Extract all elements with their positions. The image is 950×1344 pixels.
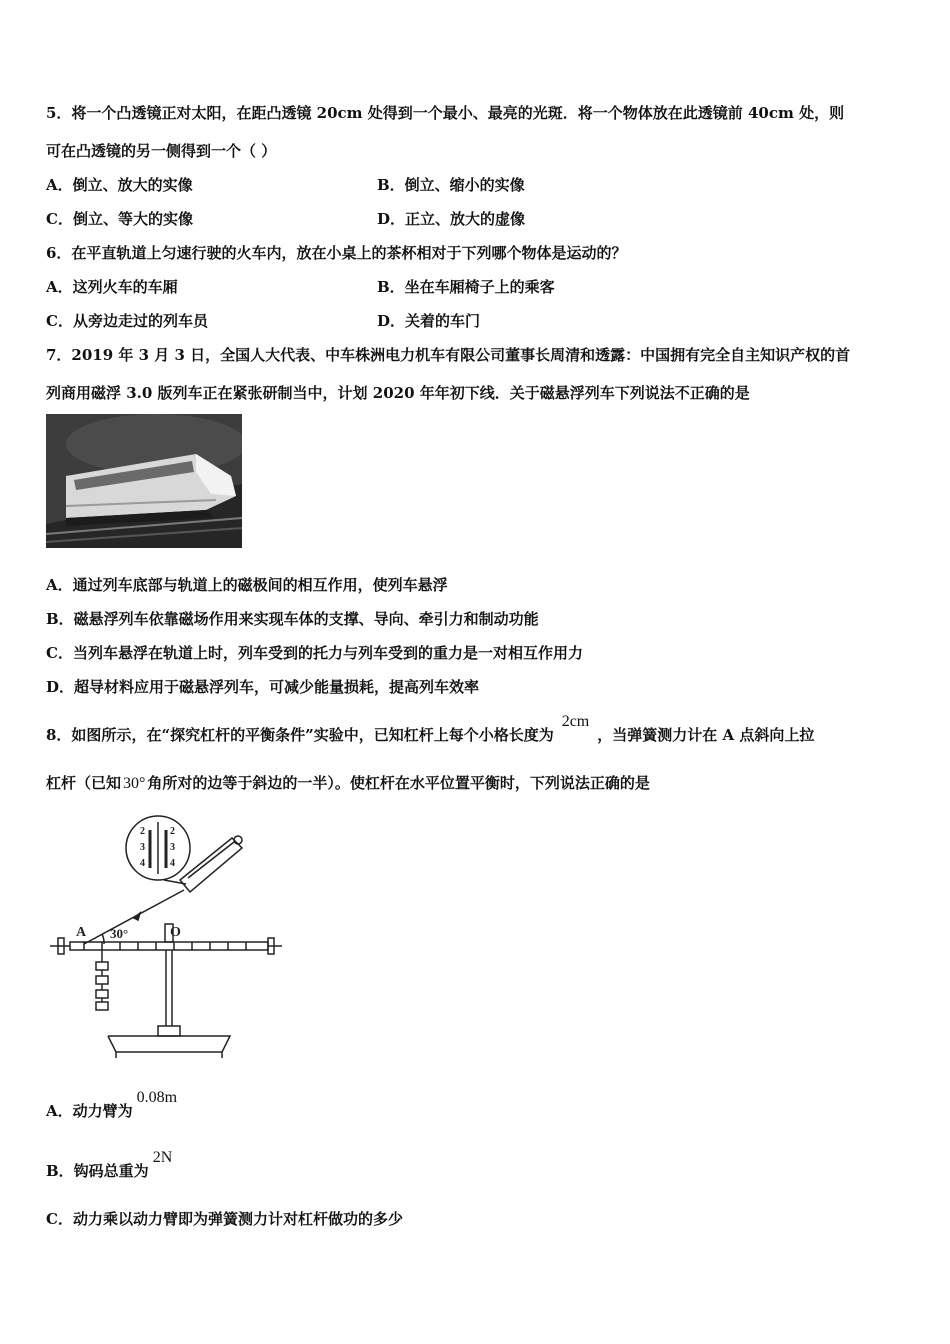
q8-stem-line1-text: 8．如图所示，在“探究杠杆的平衡条件”实验中，已知杠杆上每个小格长度为 xyxy=(46,726,554,744)
q8-option-b-text: B．钩码总重为 xyxy=(46,1162,149,1180)
q8-option-a xyxy=(46,1089,185,1121)
q8-option-c: C．动力乘以动力臂即为弹簧测力计对杠杆做功的多少 xyxy=(46,1210,403,1228)
q8-stem-line1-text2: ，当弹簧测力计在 A 点斜向上拉 xyxy=(597,726,815,744)
q8-stem-line2-text2: 角所对的边等于斜边的一半）。使杠杆在水平位置平衡时，下列说法正确的是 xyxy=(147,774,650,792)
q7-stem-line1: 7．2019 年 3 月 3 日，全国人大代表、中车株洲电力机车有限公司董事长周清和透露：中国拥有完全自主知识产权的首 xyxy=(46,346,851,364)
q8-stem-line2-text: 杠杆（已知 xyxy=(46,774,122,792)
scale-left-2: 2 xyxy=(140,826,145,837)
q5-option-d: D．正立、放大的虚像 xyxy=(377,210,526,228)
q5-option-a: A．倒立、放大的实像 xyxy=(46,176,193,194)
scale-left-3: 3 xyxy=(140,842,145,853)
q6-stem: 6．在平直轨道上匀速行驶的火车内，放在小桌上的茶杯相对于下列哪个物体是运动的？ xyxy=(46,244,627,262)
q7-option-d: D．超导材料应用于磁悬浮列车，可减少能量损耗，提高列车效率 xyxy=(46,678,480,696)
q6-option-c: C．从旁边走过的列车员 xyxy=(46,312,208,330)
q8-option-a-text: A．动力臂为 xyxy=(46,1102,133,1120)
lever-diagram xyxy=(46,812,296,1064)
q8-option-b-value: 2N xyxy=(152,1149,173,1166)
lever-bar xyxy=(70,942,268,950)
q7-option-a: A．通过列车底部与轨道上的磁极间的相互作用，使列车悬浮 xyxy=(46,576,448,594)
q5-option-b: B．倒立、缩小的实像 xyxy=(377,176,525,194)
q7-option-b: B．磁悬浮列车依靠磁场作用来实现车体的支撑、导向、牵引力和制动功能 xyxy=(46,610,539,628)
scale-right-2: 2 xyxy=(170,826,175,837)
label-point-a: A xyxy=(76,925,87,940)
q8-stem-line1 xyxy=(46,713,815,745)
q8-angle: 30° xyxy=(123,775,146,792)
label-pivot-o: O xyxy=(170,925,181,940)
hook-weights-icon xyxy=(96,1002,108,1010)
q6-option-d: D．关着的车门 xyxy=(377,312,481,330)
q8-option-a-value: 0.08m xyxy=(136,1089,178,1106)
maglev-train-illustration xyxy=(46,414,242,548)
q8-cell-length: 2cm xyxy=(561,713,590,730)
q6-option-a: A．这列火车的车厢 xyxy=(46,278,178,296)
stand-base xyxy=(108,1036,230,1058)
q8-stem-line2 xyxy=(46,772,650,793)
q5-option-c: C．倒立、等大的实像 xyxy=(46,210,193,228)
q6-option-b: B．坐在车厢椅子上的乘客 xyxy=(377,278,555,296)
q7-stem-line2: 列商用磁浮 3.0 版列车正在紧张研制当中，计划 2020 年年初下线．关于磁悬浮列车下列说法不正确的是 xyxy=(46,384,750,402)
scale-left-4: 4 xyxy=(140,858,145,869)
q8-option-b xyxy=(46,1149,180,1181)
q7-option-c: C．当列车悬浮在轨道上时，列车受到的托力与列车受到的重力是一对相互作用力 xyxy=(46,644,583,662)
q5-stem-line1: 5．将一个凸透镜正对太阳，在距凸透镜 20cm 处得到一个最小、最亮的光斑．将一个物体放在此透镜前 40cm 处，则 xyxy=(46,104,845,122)
lever-experiment-figure xyxy=(46,812,296,1064)
scale-right-4: 4 xyxy=(170,858,175,869)
scale-right-3: 3 xyxy=(170,842,175,853)
label-30-degrees: 30° xyxy=(110,926,129,941)
q5-stem-line2: 可在凸透镜的另一侧得到一个（ ） xyxy=(46,142,277,160)
maglev-train-photo xyxy=(46,414,242,548)
